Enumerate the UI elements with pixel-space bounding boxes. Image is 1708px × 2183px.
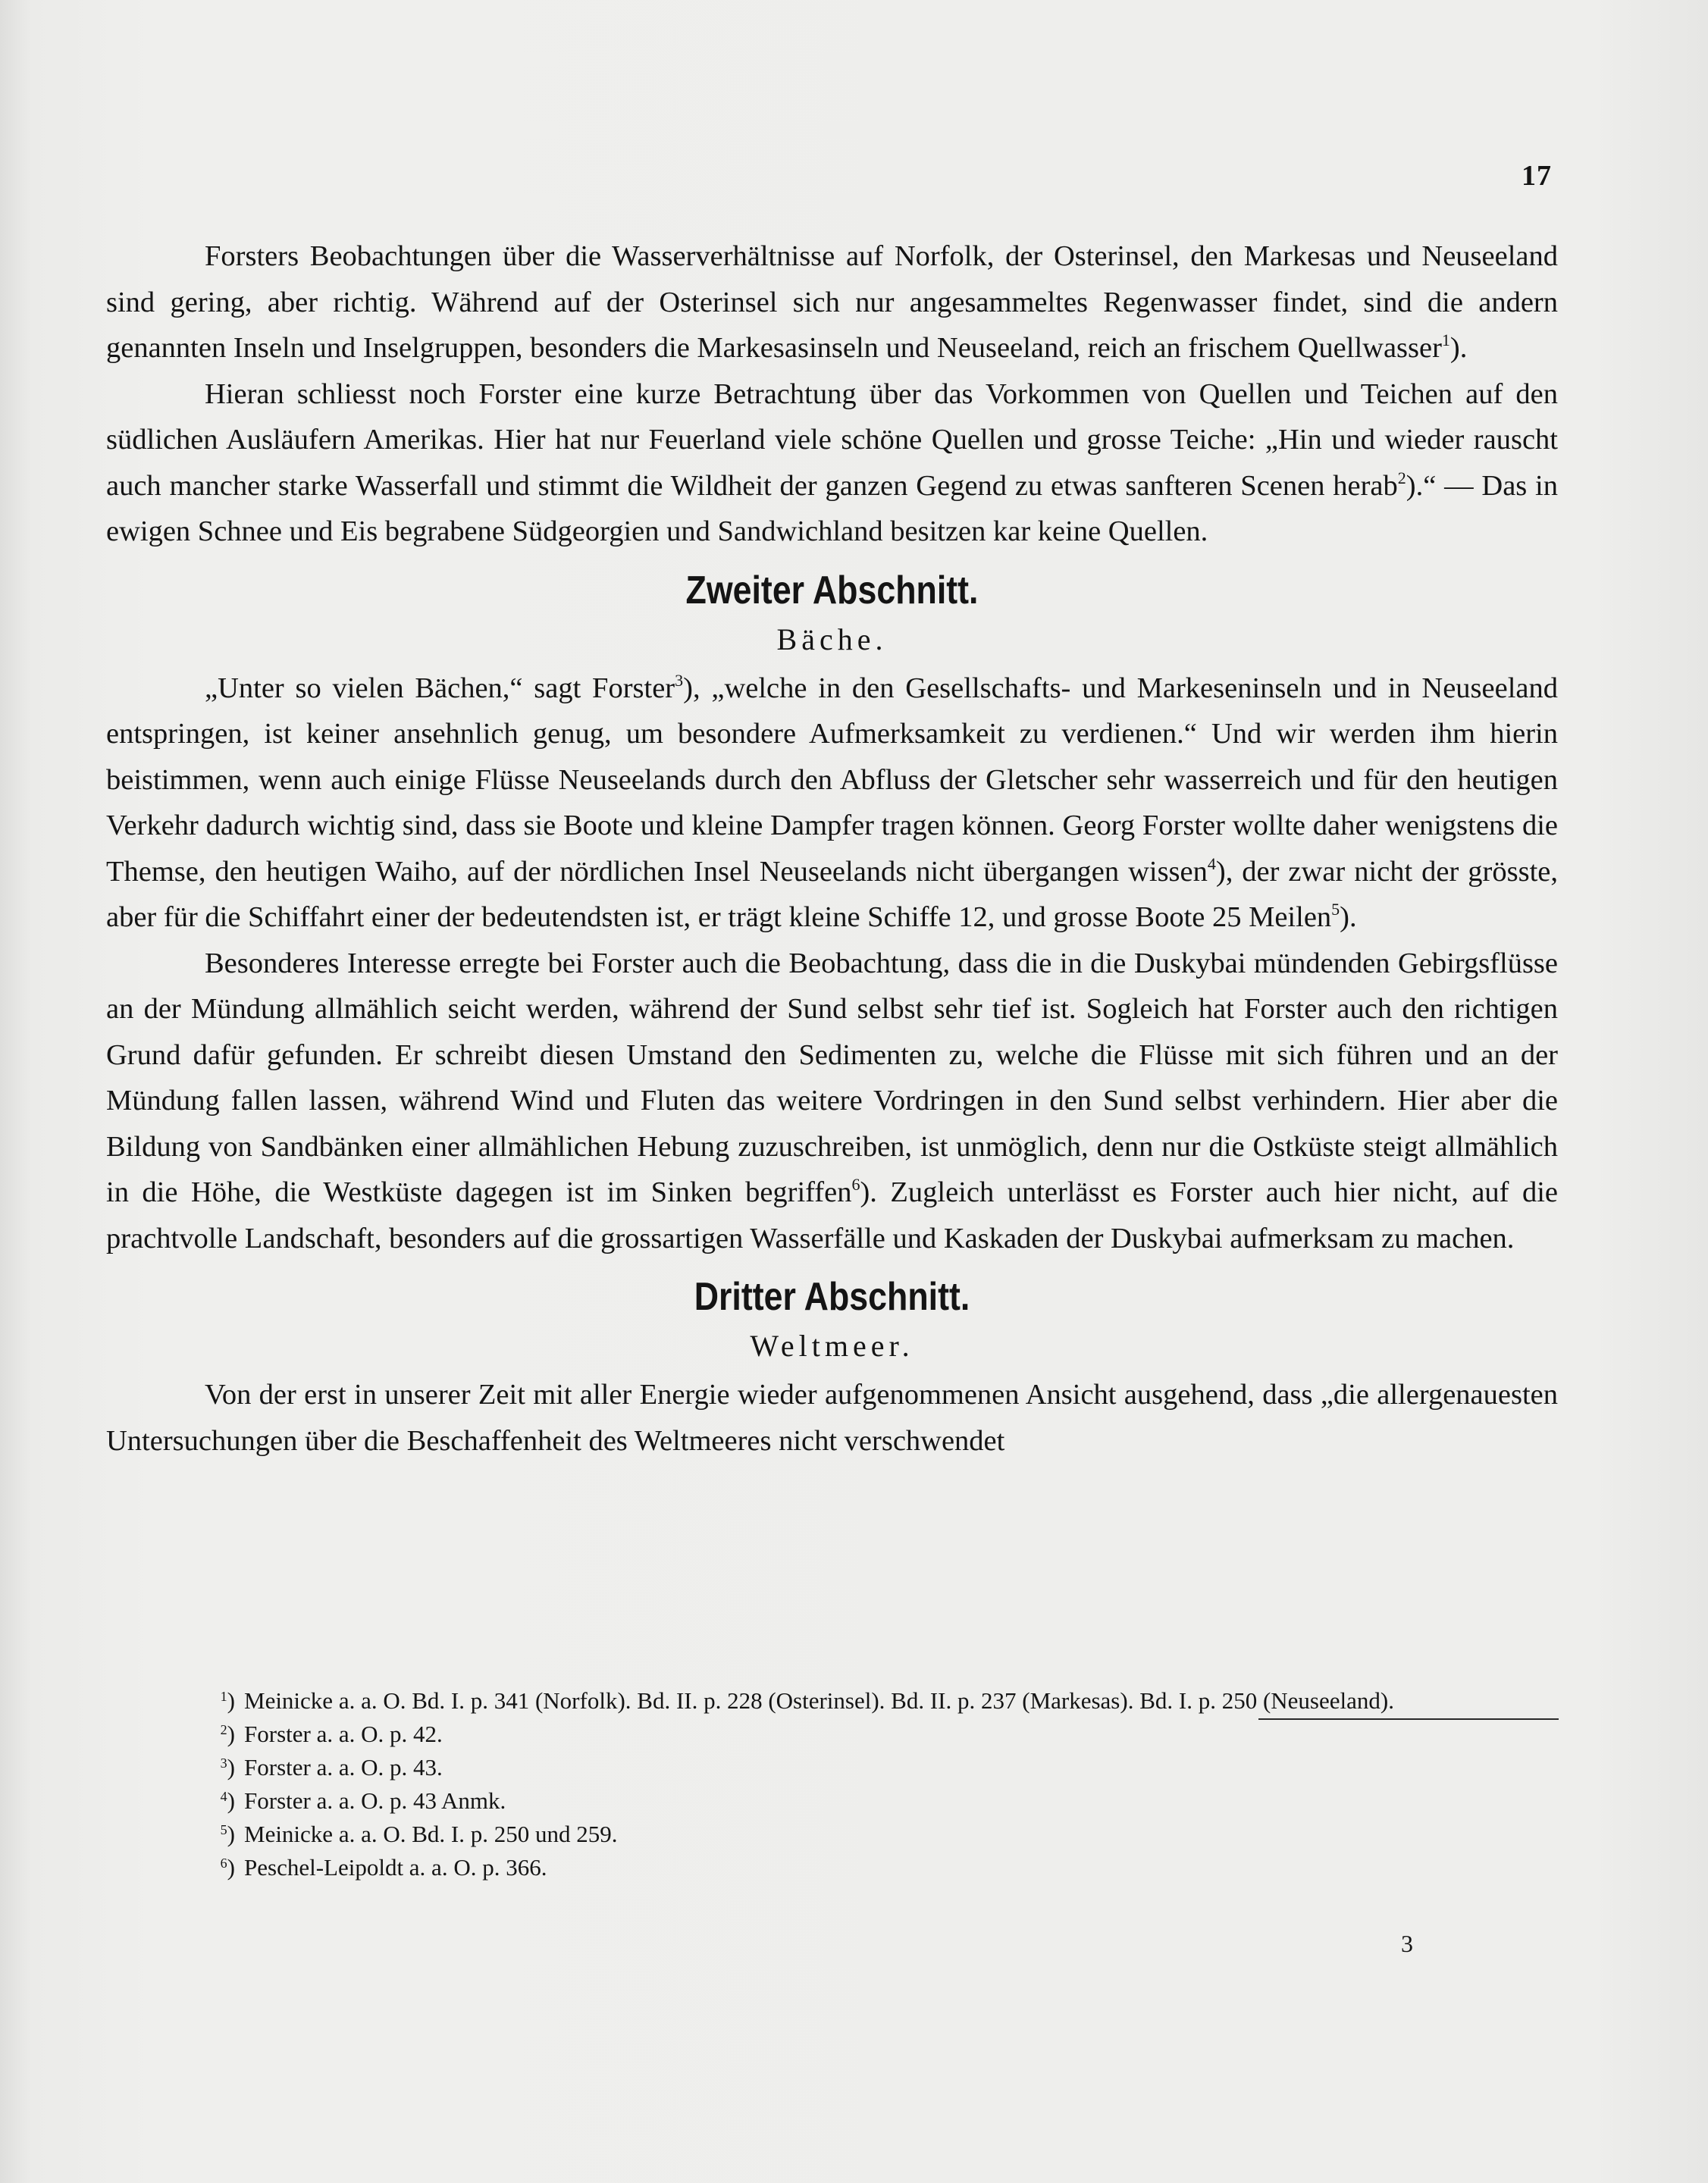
section-subheading-2: Bäche. [776,622,888,656]
footnote-text: Forster a. a. O. p. 43 Anmk. [244,1787,506,1814]
footnote-text: Meinicke a. a. O. Bd. I. p. 250 und 259. [244,1821,618,1847]
footnote-marker: $^4$) [220,1787,235,1814]
footnote [106,1818,1558,1851]
page-number: 17 [1522,160,1552,192]
footnote-marker: $^3$) [220,1754,235,1781]
section-subheading-3: Weltmeer. [750,1329,914,1363]
footnote-marker-number: 6 [220,1856,227,1871]
paragraph-text: ). Zugleich unterlässt es Forster auch hier nicht, auf die prachtvolle Landschaft, besonders auf die grossartigen Wasserfälle und Kaskaden der Duskybai aufmerksam zu machen. [106,1176,1558,1254]
footnote-marker-number: 5 [220,1822,227,1837]
footnote [106,1751,1558,1784]
footnotes [106,1684,1558,1884]
paragraph-ocean: Von der erst in unserer Zeit mit aller Energie wieder aufgenommenen Ansicht ausgehend, dass „die allergenauesten Untersuchungen über die Beschaffenheit des Weltmeeres nicht verschwendet [106,1379,1558,1457]
main-text [106,233,1558,1464]
paragraph-text: Besonderes Interesse erregte bei Forster auch die Beobachtung, dass die in die Duskybai mündenden Gebirgsflüsse an der Mündung allmählich seicht werden, während der Sund selbst sehr tief ist. Sogleich hat Forster auch den richtigen Grund dafür gefunden. Er schreibt diesen Umstand den Sedimenten zu, welche die Flüsse mit sich führen und an der Mündung fallen lassen, während Wind und Fluten das weitere Vordringen in den Sund selbst verhindern. Hier aber die Bildung von Sandbänken einer allmählichen Hebung zuzuschreiben, ist unmöglich, denn nur die Ostküste steigt allmählich in die Höhe, die Westküste dagegen ist im Sinken begriffen [106,947,1558,1208]
footnote [106,1718,1558,1751]
footnote-ref[interactable]: 4 [1207,853,1216,873]
footnote-marker-number: 4 [220,1789,227,1804]
footnote-ref[interactable]: 6 [851,1175,860,1194]
paragraph-duskybai [106,941,1558,1262]
footnote [106,1784,1558,1818]
footnote-marker-number: 1 [220,1689,227,1704]
footnote-marker: $^6$) [220,1854,235,1881]
paragraph-text: ), „welche in den Gesellschafts- und Markeseninseln und in Neuseeland entspringen, ist keiner ansehnlich genug, um besondere Aufmerksamkeit zu verdienen.“ Und wir werden ihm hierin beistimmen, wenn auch einige Flüsse Neuseelands durch den Abfluss der Gletscher sehr wasserreich und für den heutigen Verkehr dadurch wichtig sind, dass sie Boote und kleine Dampfer tragen können. Georg Forster wollte daher wenigstens die Themse, den heutigen Waiho, auf der nördlichen Insel Neuseelands nicht übergangen wissen [106,672,1559,888]
section-heading-3: Dritter Abschnitt. [694,1275,970,1319]
footnote-text: Forster a. a. O. p. 42. [244,1721,443,1747]
footnote [106,1851,1558,1884]
footnote-ref[interactable]: 1 [1441,330,1450,349]
paragraph-streams [106,666,1558,941]
paragraph-text: Forsters Beobachtungen über die Wasserverhältnisse auf Norfolk, der Osterinsel, den Markesas und Neuseeland sind gering, aber richtig. Während auf der Osterinsel sich nur angesammeltes Regenwasser findet, sind die andern genannten Inseln und Inselgruppen, besonders die Markesasinseln und Neuseeland, reich an frischem Quellwasser [106,240,1558,364]
paragraph-text: ). [1340,901,1357,933]
paragraph-text: ), der zwar nicht der grösste, aber für die Schiffahrt einer der bedeutendsten ist, er trägt kleine Schiffe 12, und grosse Boote 25 Meilen [106,855,1558,933]
footnote-marker-number: 2 [220,1722,227,1737]
footnote-ref[interactable]: 2 [1397,468,1406,487]
footnote-marker-number: 3 [220,1755,227,1771]
footnote [106,1684,1558,1718]
footnote-ref[interactable]: 3 [675,670,684,690]
footnote-ref[interactable]: 5 [1331,900,1340,919]
paragraph-text: Hieran schliesst noch Forster eine kurze Betrachtung über das Vorkommen von Quellen und Teichen auf den südlichen Ausläufern Amerikas. Hier hat nur Feuerland viele schöne Quellen und grosse Teiche: „Hin und wieder rauscht auch mancher starke Wasserfall und stimmt die Wildheit der ganzen Gegend zu etwas sanfteren Scenen herab [106,377,1558,502]
paragraph-water [106,233,1558,371]
footnote-text: Forster a. a. O. p. 43. [244,1754,443,1781]
paragraph-springs [106,371,1558,555]
paragraph-text: ).“ — Das in ewigen Schnee und Eis begrabene Südgeorgien und Sandwichland besitzen kar keine Quellen. [106,469,1559,547]
sheet-signature: 3 [1401,1930,1413,1957]
paragraph-text: ). [1449,332,1468,364]
footnote-text: Meinicke a. a. O. Bd. I. p. 341 (Norfolk). Bd. II. p. 228 (Osterinsel). Bd. II. p. 237 (Markesas). Bd. I. p. 250 (Neuseeland). [244,1687,1394,1714]
section-heading-2: Zweiter Abschnitt. [685,568,979,612]
footnote-marker: $^1$) [220,1687,235,1714]
paragraph-text: „Unter so vielen Bächen,“ sagt Forster [205,672,675,704]
footnote-marker: $^2$) [220,1721,235,1747]
footnote-marker: $^5$) [220,1821,235,1847]
footnote-text: Peschel-Leipoldt a. a. O. p. 366. [244,1854,547,1881]
